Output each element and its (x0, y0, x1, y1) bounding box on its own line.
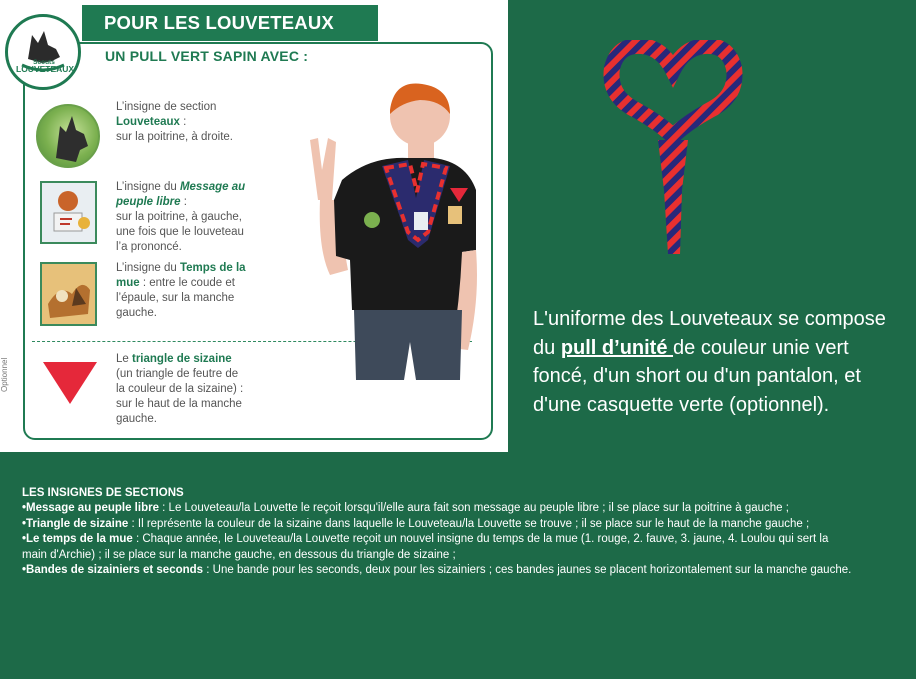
uniform-text-part1: L'uniforme des Louveteaux se compose du (533, 308, 886, 359)
message-peuple-libre-badge-icon (40, 181, 97, 244)
optional-label: Optionnel (0, 357, 9, 392)
item-line: la couleur de la sizaine) : (116, 383, 244, 395)
item-message-text (116, 180, 245, 255)
item-bold: mue (116, 277, 140, 289)
item-line: gauche. (116, 307, 157, 319)
item-line: (un triangle de feutre de (116, 368, 239, 380)
entry-text: : Le Louveteau/la Louvette le reçoit lorsqu'il/elle aura fait son message au peuple libre ; il se place sur la poitrine à gauche ; (158, 502, 789, 515)
logo-line1: Scouts (33, 59, 55, 66)
insignes-sections (22, 486, 852, 578)
section-entry (22, 517, 852, 532)
sizaine-triangle-icon (43, 362, 97, 404)
item-post: : entre le coude et (139, 277, 235, 289)
logo-text (16, 59, 75, 74)
entry-label: •Triangle de sizaine (22, 517, 129, 530)
uniform-card (0, 0, 508, 452)
entry-text: : Il représente la couleur de la sizaine dans laquelle le Louveteau/la Louvette se trouve ; il se place sur le haut de la manche gauche ; (128, 517, 810, 530)
item-pre: L’insigne du (116, 181, 180, 193)
scout-uniform-illustration (290, 80, 490, 390)
card-title: POUR LES LOUVETEAUX (82, 5, 378, 41)
entry-text: : Une bande pour les seconds, deux pour les sizainiers ; ces bandes jaunes se placent horizontalement sur la manche gauche. (203, 564, 852, 577)
entry-label: •Message au peuple libre (22, 502, 159, 515)
item-line: l’a prononcé. (116, 241, 182, 253)
item-louveteaux-text (116, 100, 233, 145)
item-pre: L’insigne du (116, 262, 180, 274)
item-line: sur la poitrine, à droite. (116, 131, 233, 143)
item-bold: Message au (179, 181, 246, 193)
item-line: L’insigne de section (116, 101, 217, 113)
item-line: l’épaule, sur la manche (116, 292, 235, 304)
item-line: sur la poitrine, à gauche, (116, 211, 242, 223)
item-pre: Le (116, 353, 132, 365)
card-subtitle: UN PULL VERT SAPIN AVEC : (105, 48, 309, 64)
item-bold: Louveteaux (116, 116, 180, 128)
item-line: gauche. (116, 413, 157, 425)
item-bold: Temps de la (179, 262, 246, 274)
section-entry (22, 501, 852, 516)
item-bold: peuple libre (116, 196, 181, 208)
louveteaux-badge-icon (36, 104, 100, 168)
item-triangle-text (116, 352, 243, 427)
item-bold: triangle de sizaine (132, 353, 232, 365)
temps-de-la-mue-badge-icon (40, 262, 97, 326)
item-mue-text (116, 261, 246, 321)
item-post: : (180, 196, 187, 208)
item-post: : (179, 116, 187, 128)
neckerchief-icon (598, 40, 748, 260)
pull-unite-link[interactable]: pull d’unité (560, 336, 674, 359)
entry-label: •Le temps de la mue (22, 533, 133, 546)
item-line: sur le haut de la manche (116, 398, 242, 410)
logo-line2: LOUVETEAUX (16, 64, 75, 74)
scouts-louveteaux-logo (5, 14, 81, 90)
entry-label: •Bandes de sizainiers et seconds (22, 564, 204, 577)
wolf-logo-icon (8, 17, 78, 87)
item-line: une fois que le louveteau (116, 226, 244, 238)
section-entry (22, 532, 852, 563)
uniform-description (533, 305, 903, 419)
section-entry (22, 563, 852, 578)
sections-heading: LES INSIGNES DE SECTIONS (22, 487, 184, 499)
uniform-text-part2: de couleur unie vert foncé, d'un short ou d'un pantalon, et d'une casquette verte (optionnel). (533, 336, 861, 416)
entry-text: : Chaque année, le Louveteau/la Louvette reçoit un nouvel insigne du temps de la mue (1. rouge, 2. fauve, 3. jaune, 4. Loulou qui sert la main d'Archie) ; il se place sur la manche gauche, en dessous du triangle de sizaine ; (22, 533, 829, 561)
